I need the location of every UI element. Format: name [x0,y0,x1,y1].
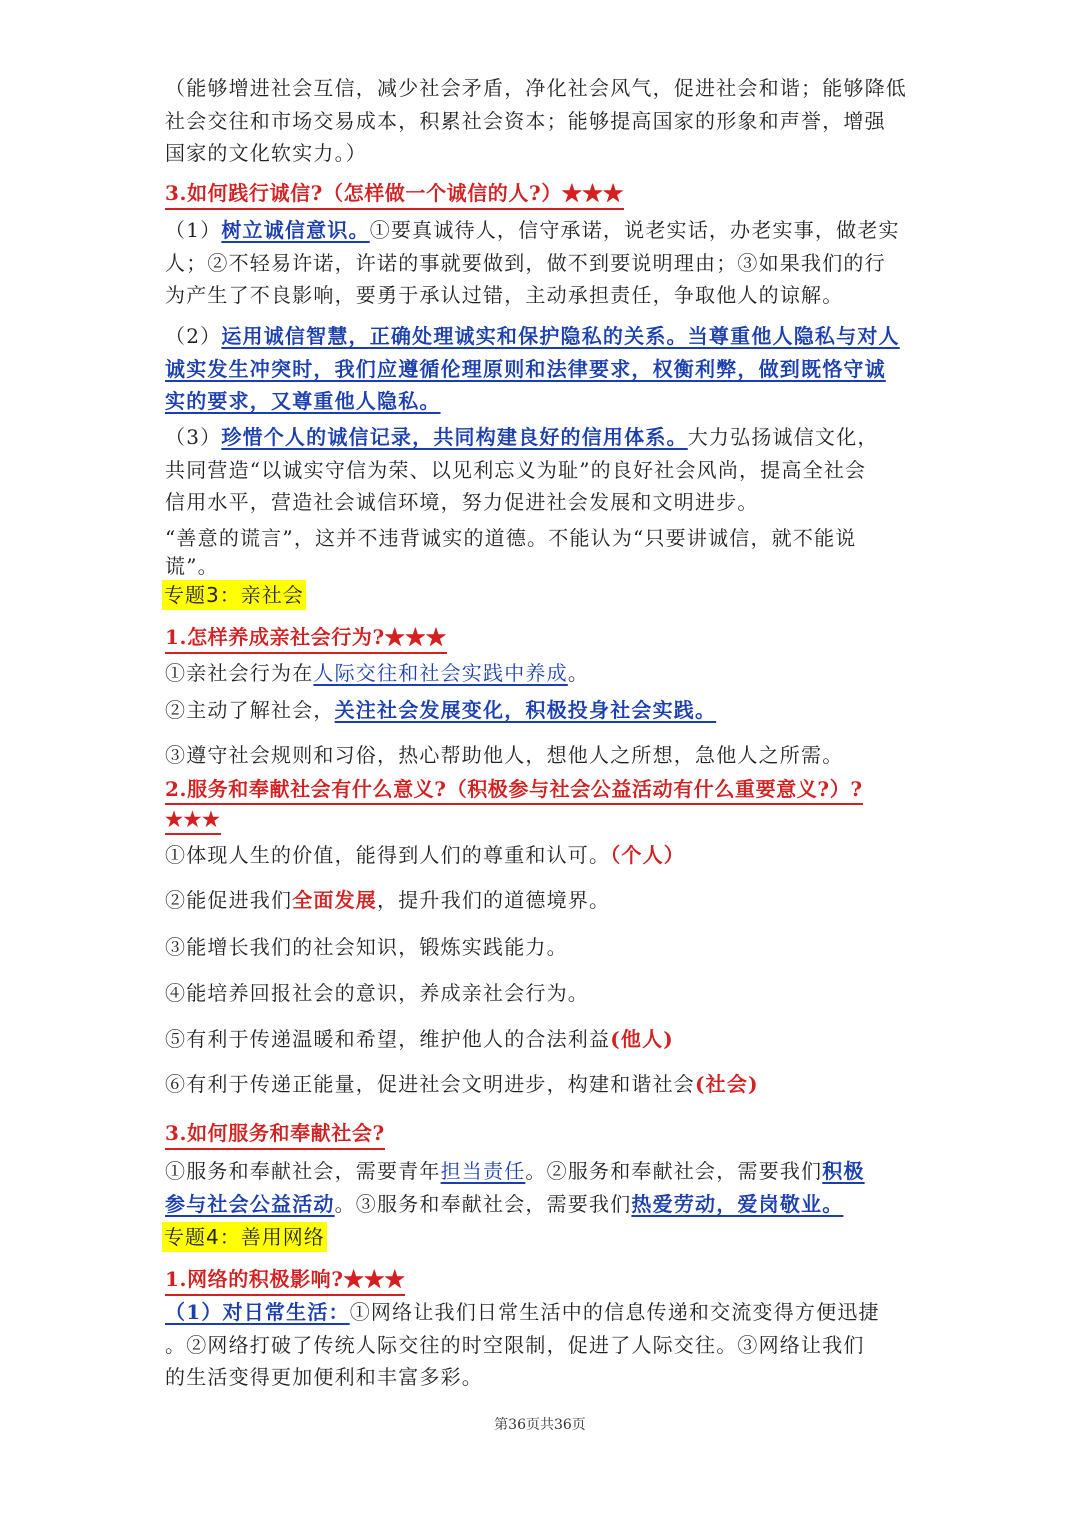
key-phrase: 参与社会公益活动 [165,1191,335,1216]
integrity-point-1 [165,214,920,312]
intro-line: （能够增进社会互信，减少社会矛盾，净化社会风气，促进社会和谐；能够降低 [165,76,907,100]
category-tag: （个人） [610,843,686,867]
note-line: “善意的谎言”，这并不违背诚实的道德。不能认为“只要讲诚信，就不能说 [165,526,857,550]
point-text: 信用水平，营造社会诚信环境，努力促进社会发展和文明进步。 [165,490,759,514]
white-lie-note [165,524,920,580]
significance-6: ⑥有利于传递正能量，促进社会文明进步，构建和谐社会(社会) [165,1072,759,1096]
key-phrase: 关注社会发展变化，积极投身社会实践。 [334,698,717,722]
point-text: 大力弘扬诚信文化， [687,425,879,449]
key-phrase: 积极 [822,1159,865,1183]
key-phrase: （1）对日常生活： [165,1300,350,1324]
rating-stars: ★★★ [165,805,221,835]
topic-3-title: 专题3：亲社会 [162,580,306,610]
key-phrase: 珍惜个人的诚信记录，共同构建良好的信用体系。 [221,425,688,449]
intro-line: 社会交往和市场交易成本，积累社会资本；能够提高国家的形象和声誉，增强 [165,108,886,133]
heading-line: 2.服务和奉献社会有什么意义?（积极参与社会公益活动有什么重要意义?）? [165,775,863,805]
page-number: 第36页共36页 [494,1417,586,1433]
key-phrase: 实的要求，又尊重他人隐私。 [165,389,441,413]
note-line: 谎”。 [165,554,219,578]
key-phrase: 树立诚信意识。 [221,218,370,242]
key-phrase: 运用诚信智慧，正确处理诚实和保护隐私的关系。当尊重他人隐私与对人 [221,324,900,348]
point-number: （2） [165,324,222,348]
prosocial-item-2: ②主动了解社会，关注社会发展变化，积极投身社会实践。 [165,698,717,722]
heading-service-significance [165,775,863,836]
heading-practice-integrity: 3.如何践行诚信?（怎样做一个诚信的人?）★★★ [165,179,624,210]
network-daily-life-paragraph: （1）对日常生活：①网络让我们日常生活中的信息传递和交流变得方便迅捷 。②网络打破了传统人际交往的时空限制，促进了人际交往。③网络让我们 的生活变得更加便利和丰富多彩。 [165,1300,880,1389]
topic-4-title: 专题4：善用网络 [162,1222,327,1252]
key-phrase: 诚实发生冲突时，我们应遵循伦理原则和法律要求，权衡利弊，做到既恪守诚 [165,356,886,381]
key-phrase: 人际交往和社会实践中养成 [313,661,568,685]
key-phrase: 担当责任 [440,1159,526,1183]
significance-1: ①体现人生的价值，能得到人们的尊重和认可。（个人） [165,843,686,867]
intro-paragraph [165,72,920,170]
integrity-point-2 [165,320,920,418]
key-phrase: 全面发展 [292,888,378,912]
point-text: 人；②不轻易许诺，许诺的事就要做到，做不到要说明理由；③如果我们的行 [165,250,886,275]
significance-2: ②能促进我们全面发展，提升我们的道德境界。 [165,888,611,912]
point-number: （1） [165,218,222,242]
service-paragraph: ①服务和奉献社会，需要青年担当责任。②服务和奉献社会，需要我们积极 参与社会公益活动。③服务和奉献社会，需要我们热爱劳动，爱岗敬业。 [165,1159,865,1216]
prosocial-item-3: ③遵守社会规则和习俗，热心帮助他人，想他人之所想，急他人之所需。 [165,743,844,767]
category-tag: (他人) [610,1027,674,1051]
significance-4: ④能培养回报社会的意识，养成亲社会行为。 [165,981,589,1005]
heading-network-benefits: 1.网络的积极影响?★★★ [165,1265,405,1296]
point-text: ①要真诚待人，信守承诺，说老实话，办老实事，做老实 [369,218,900,242]
significance-3: ③能增长我们的社会知识，锻炼实践能力。 [165,935,568,959]
intro-line: 国家的文化软实力。） [165,141,367,165]
category-tag: (社会) [695,1072,759,1096]
point-number: （3） [165,425,222,449]
heading-prosocial-behavior: 1.怎样养成亲社会行为?★★★ [165,623,447,654]
integrity-point-3 [165,421,920,519]
significance-5: ⑤有利于传递温暖和希望，维护他人的合法利益(他人) [165,1027,674,1051]
prosocial-item-1: ①亲社会行为在人际交往和社会实践中养成。 [165,661,590,685]
key-phrase: 热爱劳动，爱岗敬业。 [631,1191,844,1216]
heading-how-to-serve: 3.如何服务和奉献社会? [165,1119,385,1150]
point-text: 共同营造“以诚实守信为荣、以见利忘义为耻”的良好社会风尚，提高全社会 [165,457,867,482]
point-text: 为产生了不良影响，要勇于承认过错，主动承担责任，争取他人的谅解。 [165,283,844,307]
